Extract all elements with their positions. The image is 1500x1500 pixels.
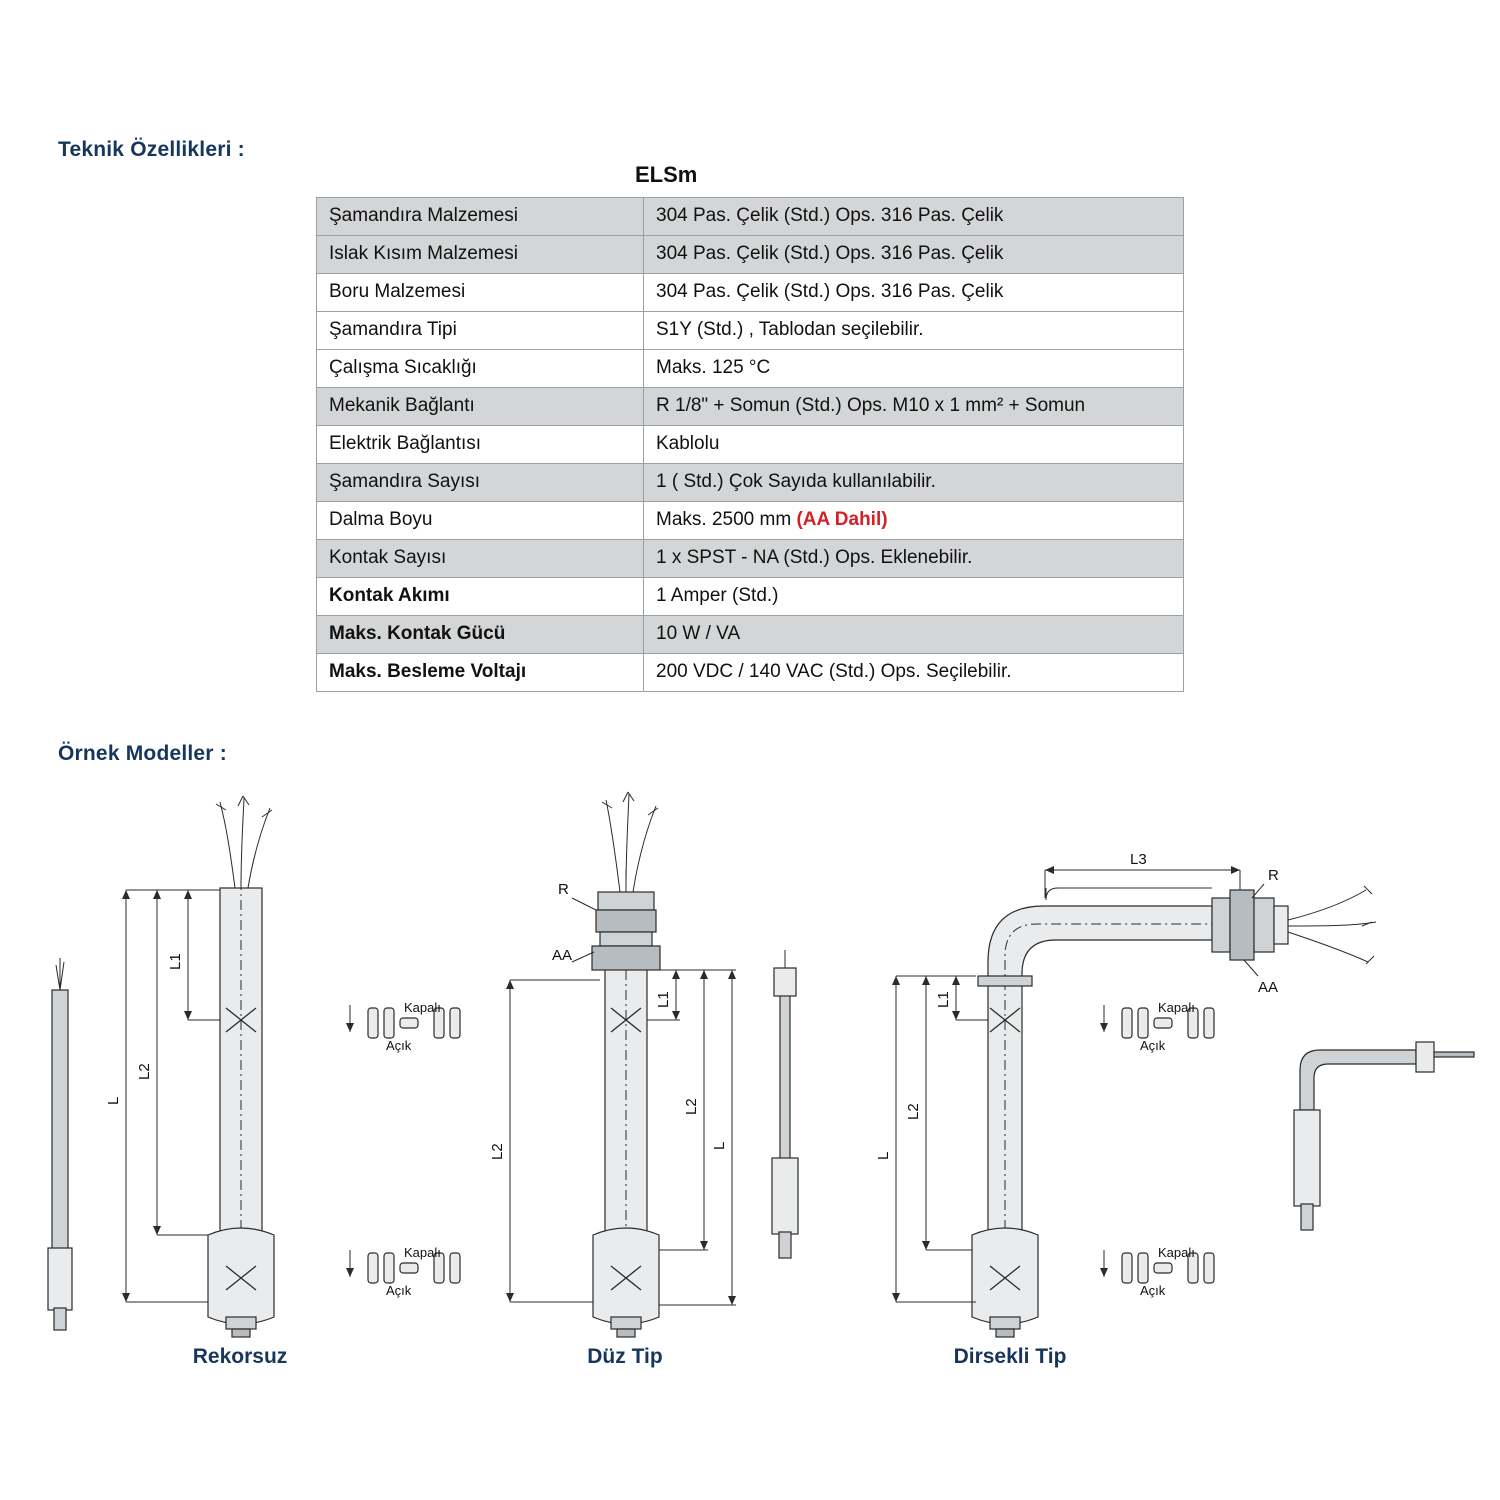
product-photo-rekorsuz	[48, 958, 72, 1330]
contact-symbol-upper	[368, 1000, 460, 1053]
spec-label: Elektrik Bağlantısı	[317, 426, 644, 464]
table-row	[317, 274, 1184, 312]
annotation-R: R	[1268, 867, 1279, 884]
spec-label: Islak Kısım Malzemesi	[317, 236, 644, 274]
spec-value: Maks. 125 °C	[644, 350, 1184, 388]
drawing-duz-tip	[480, 780, 860, 1340]
svg-text:L2: L2	[683, 1098, 700, 1115]
spec-value: Kablolu	[644, 426, 1184, 464]
svg-text:L2: L2	[489, 1143, 506, 1160]
caption-dirsekli-tip: Dirsekli Tip	[953, 1345, 1067, 1368]
contact-label-kapali: Kapalı	[1158, 1000, 1195, 1015]
contact-label-acik: Açık	[1140, 1038, 1166, 1053]
spec-value: S1Y (Std.) , Tablodan seçilebilir.	[644, 312, 1184, 350]
table-row	[317, 578, 1184, 616]
table-row	[317, 426, 1184, 464]
product-photo-dirsekli	[1294, 1042, 1474, 1230]
contact-label-acik: Açık	[386, 1283, 412, 1298]
annotation-AA: AA	[1258, 979, 1279, 996]
aa-included-tag: (AA Dahil)	[796, 509, 888, 530]
dim-L3-label: L3	[1130, 851, 1147, 868]
spec-value: 304 Pas. Çelik (Std.) Ops. 316 Pas. Çelik	[644, 274, 1184, 312]
spec-value: 304 Pas. Çelik (Std.) Ops. 316 Pas. Çelik	[644, 236, 1184, 274]
table-row	[317, 388, 1184, 426]
contact-symbol-lower	[1122, 1245, 1214, 1298]
table-row	[317, 198, 1184, 236]
svg-text:L2: L2	[905, 1103, 922, 1120]
svg-text:L: L	[711, 1141, 728, 1150]
dim-L1-label: L1	[167, 953, 184, 970]
spec-label: Çalışma Sıcaklığı	[317, 350, 644, 388]
caption-duz-tip: Düz Tip	[587, 1345, 663, 1368]
spec-label: Kontak Akımı	[317, 578, 644, 616]
contact-symbol-lower	[368, 1245, 460, 1298]
spec-value: R 1/8" + Somun (Std.) Ops. M10 x 1 mm² + Somun	[644, 388, 1184, 426]
contact-label-kapali: Kapalı	[1158, 1245, 1195, 1260]
spec-label: Kontak Sayısı	[317, 540, 644, 578]
spec-value: 200 VDC / 140 VAC (Std.) Ops. Seçilebilir.	[644, 654, 1184, 692]
contact-label-kapali: Kapalı	[404, 1000, 441, 1015]
spec-value	[644, 502, 1184, 540]
table-row	[317, 616, 1184, 654]
table-row	[317, 464, 1184, 502]
spec-label: Boru Malzemesi	[317, 274, 644, 312]
spec-table	[316, 197, 1184, 692]
product-photo-duz	[772, 950, 798, 1258]
contact-label-acik: Açık	[1140, 1283, 1166, 1298]
elbow-pipe	[988, 906, 1212, 1240]
spec-label: Şamandıra Malzemesi	[317, 198, 644, 236]
spec-label: Dalma Boyu	[317, 502, 644, 540]
table-row	[317, 502, 1184, 540]
contact-symbol-upper	[1122, 1000, 1214, 1053]
spec-value: 1 x SPST - NA (Std.) Ops. Eklenebilir.	[644, 540, 1184, 578]
example-models-heading: Örnek Modeller :	[58, 742, 227, 765]
spec-label: Maks. Kontak Gücü	[317, 616, 644, 654]
svg-text:L: L	[875, 1151, 892, 1160]
spec-value: 304 Pas. Çelik (Std.) Ops. 316 Pas. Çelik	[644, 198, 1184, 236]
caption-rekorsuz: Rekorsuz	[192, 1345, 288, 1368]
table-row	[317, 236, 1184, 274]
tech-specs-heading: Teknik Özellikleri :	[58, 138, 245, 161]
drawing-rekorsuz	[30, 780, 500, 1340]
contact-label-acik: Açık	[386, 1038, 412, 1053]
spec-value-text: Maks. 2500 mm	[656, 509, 797, 530]
contact-label-kapali: Kapalı	[404, 1245, 441, 1260]
spec-label: Maks. Besleme Voltajı	[317, 654, 644, 692]
spec-label: Şamandıra Sayısı	[317, 464, 644, 502]
spec-value: 1 Amper (Std.)	[644, 578, 1184, 616]
spec-value: 1 ( Std.) Çok Sayıda kullanılabilir.	[644, 464, 1184, 502]
annotation-AA: AA	[552, 947, 573, 964]
dim-L2-label: L2	[136, 1063, 153, 1080]
spec-value: 10 W / VA	[644, 616, 1184, 654]
svg-text:L1: L1	[935, 991, 952, 1008]
spec-label: Mekanik Bağlantı	[317, 388, 644, 426]
table-row	[317, 312, 1184, 350]
svg-text:L1: L1	[655, 991, 672, 1008]
table-row	[317, 654, 1184, 692]
spec-label: Şamandıra Tipi	[317, 312, 644, 350]
spec-table-column-header: ELSm	[635, 162, 698, 187]
dim-L-label: L	[105, 1096, 122, 1105]
annotation-R: R	[558, 881, 569, 898]
table-row	[317, 540, 1184, 578]
table-row	[317, 350, 1184, 388]
drawing-dirsekli-tip	[860, 780, 1480, 1340]
